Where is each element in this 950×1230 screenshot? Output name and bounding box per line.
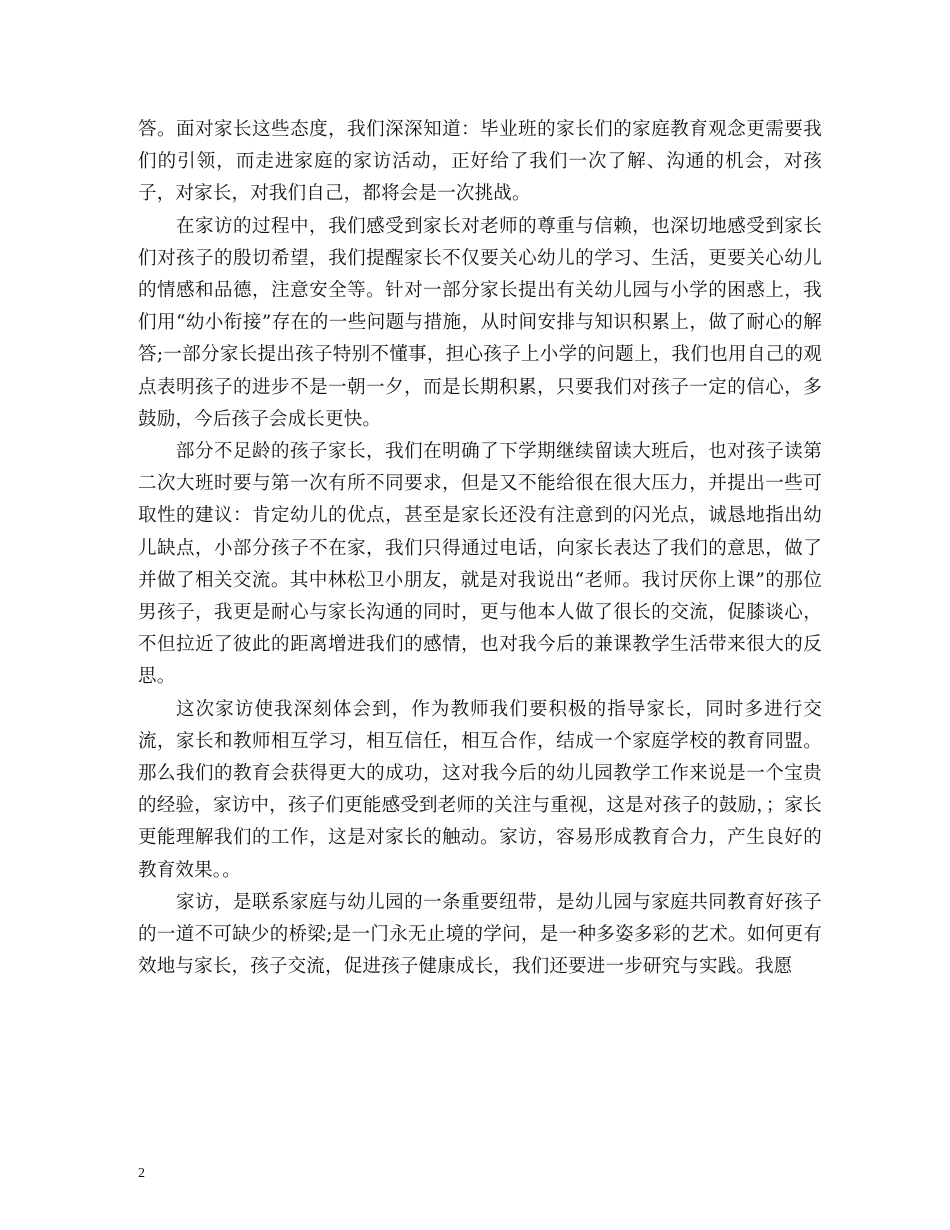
- paragraph-reflection: 这次家访使我深刻体会到，作为教师我们要积极的指导家长，同时多进行交流，家长和教师相互学习，相互信任，相互合作，结成一个家庭学校的教育同盟。那么我们的教育会获得更大的成功，这对我今后的幼儿园教学工作来说是一个宝贵的经验，家访中，孩子们更能感受到老师的关注与重视，这是对孩子的鼓励，；家长更能理解我们的工作，这是对家长的触动。家访，容易形成教育合力，产生良好的教育效果。。: [138, 698, 822, 881]
- paragraph-conclusion: 家访，是联系家庭与幼儿园的一条重要纽带，是幼儿园与家庭共同教育好孩子的一道不可缺少的桥梁;是一门永无止境的学问，是一种多姿多彩的艺术。如何更有效地与家长，孩子交流，促进孩子健康成长，我们还要进一步研究与实践。我愿: [138, 891, 822, 978]
- paragraph-home-visit-process: 在家访的过程中，我们感受到家长对老师的尊重与信赖，也深切地感受到家长们对孩子的殷切希望，我们提醒家长不仅要关心幼儿的学习、生活，更要关心幼儿的情感和品德，注意安全等。针对一部分家长提出有关幼儿园与小学的困惑上，我们用“幼小衔接”存在的一些问题与措施，从时间安排与知识积累上，做了耐心的解答;一部分家长提出孩子特别不懂事，担心孩子上小学的问题上，我们也用自己的观点表明孩子的进步不是一朝一夕，而是长期积累，只要我们对孩子一定的信心，多鼓励，今后孩子会成长更快。: [138, 215, 822, 430]
- paragraph-continuation: 答。面对家长这些态度，我们深深知道：毕业班的家长们的家庭教育观念更需要我们的引领，而走进家庭的家访活动，正好给了我们一次了解、沟通的机会，对孩子，对家长，对我们自己，都将会是一次挑战。: [138, 119, 822, 205]
- page-number: 2: [138, 1166, 145, 1181]
- paragraph-underage-children: 部分不足龄的孩子家长，我们在明确了下学期继续留读大班后，也对孩子读第二次大班时要与第一次有所不同要求，但是又不能给很在很大压力，并提出一些可取性的建议：肯定幼儿的优点，甚至是家长还没有注意到的闪光点，诚恳地指出幼儿缺点，小部分孩子不在家，我们只得通过电话，向家长表达了我们的意思，做了并做了相关交流。其中林松卫小朋友，就是对我说出“老师。我讨厌你上课”的那位男孩子，我更是耐心与家长沟通的同时，更与他本人做了很长的交流，促膝谈心，不但拉近了彼此的距离增进我们的感情，也对我今后的兼课教学生活带来很大的反思。: [138, 441, 822, 688]
- document-body: [138, 114, 822, 983]
